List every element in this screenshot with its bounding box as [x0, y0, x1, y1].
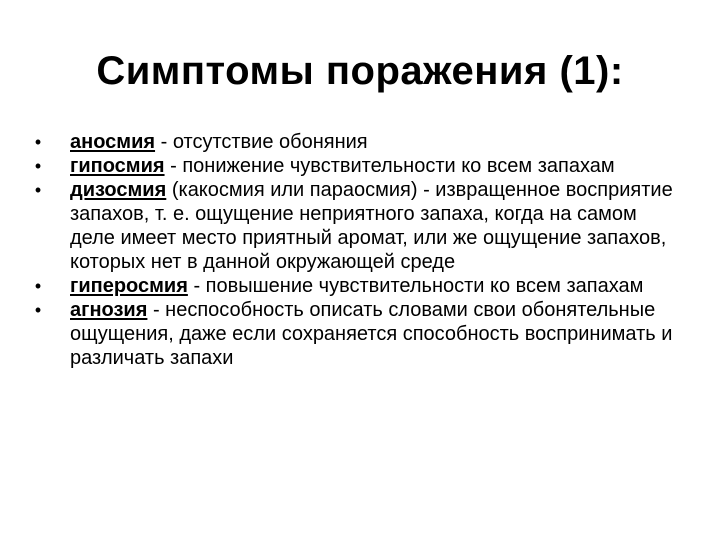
definition-hyposmia: - понижение чувствительности ко всем запахам: [164, 155, 615, 177]
bullet-icon: •: [34, 276, 42, 296]
list-item-hyperosmia: [28, 274, 678, 298]
list-item-hyposmia: [28, 154, 678, 178]
bullet-icon: •: [34, 132, 42, 152]
term-dysosmia: дизосмия: [70, 179, 167, 201]
slide-title: Симптомы поражения (1):: [96, 49, 624, 93]
term-agnosia: агнозия: [70, 299, 148, 321]
term-anosmia: аносмия: [70, 131, 156, 153]
list-item-dysosmia: [28, 178, 678, 274]
bullet-icon: •: [34, 180, 42, 200]
definition-dysosmia: (какосмия или параосмия) - извращенное восприятие запахов, т. е. ощущение неприятного запаха, когда на самом деле имеет место приятный аромат, или же ощущение запахов, которых нет в данной окружающей среде: [70, 179, 673, 273]
term-hyperosmia: гиперосмия: [70, 275, 188, 297]
term-hyposmia: гипосмия: [70, 155, 165, 177]
definition-anosmia: - отсутствие обоняния: [155, 131, 368, 153]
list-item-anosmia: [28, 130, 678, 154]
definition-hyperosmia: - повышение чувствительности ко всем запахам: [187, 275, 644, 297]
definition-agnosia: - неспособность описать словами свои обонятельные ощущения, даже если сохраняется способность воспринимать и различать запахи: [70, 299, 673, 369]
bullet-icon: •: [34, 300, 42, 320]
bullet-icon: •: [34, 156, 42, 176]
list-item-agnosia: [28, 298, 678, 370]
bullet-list: [28, 130, 678, 370]
